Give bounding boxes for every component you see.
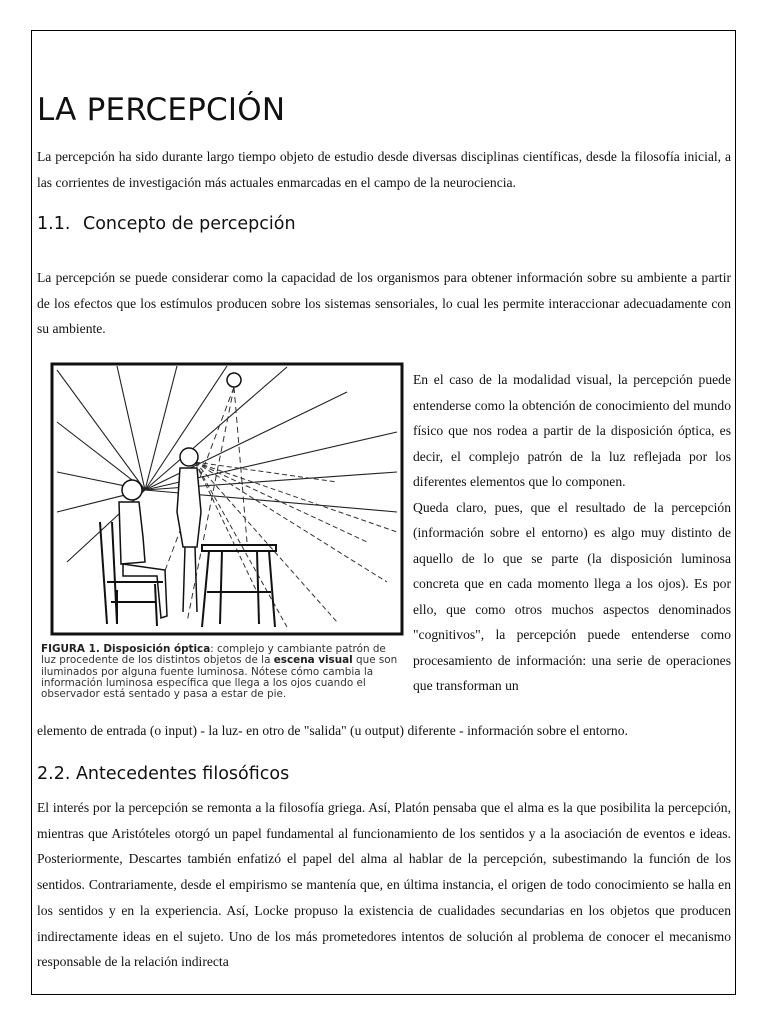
- section-heading-antecedentes: 2.2. Antecedentes filosóficos: [37, 764, 290, 784]
- concept-paragraph: La percepción se puede considerar como la capacidad de los organismos para obtener información sobre su ambiente a partir de los efectos que los estímulos producen sobre los sistemas sensoriales, lo cual les permite interaccionar adecuadamente con su ambiente.: [37, 270, 731, 336]
- seated-person: [119, 480, 167, 618]
- page-title: LA PERCEPCIÓN: [37, 92, 286, 128]
- visual-modality-text-1: En el caso de la modalidad visual, la percepción puede entenderse como la obtención de conocimiento del mundo físico que nos rodea a partir de la disposición óptica, es decir, el complejo patrón de la luz reflejada por los diferentes elementos que lo componen.: [413, 372, 731, 489]
- section-title: Concepto de percepción: [83, 214, 296, 234]
- light-rays-seated: [57, 366, 397, 562]
- section-number: 1.1.: [37, 214, 71, 234]
- caption-label: FIGURA 1. Disposición óptica: [41, 643, 211, 655]
- light-source: [227, 373, 241, 387]
- caption-emphasis: escena visual: [273, 654, 353, 667]
- intro-paragraph: La percepción ha sido durante largo tiempo objeto de estudio desde diversas disciplinas científicas, desde la filosofía inicial, a las corrientes de investigación más actuales enmarcadas en el campo de la neurociencia.: [37, 149, 731, 190]
- light-source-rays: [157, 387, 247, 622]
- standing-person: [177, 448, 201, 612]
- figure-caption: [41, 644, 403, 700]
- section-heading-concepto: [37, 214, 296, 234]
- caption-text-1: : complejo y cambiante patrón de luz procedente de los distintos objetos de la: [41, 643, 386, 667]
- visual-modality-paragraph: [413, 367, 731, 699]
- figure-optical-array: [37, 362, 407, 707]
- caption-text-2: que son iluminados por alguna fuente luminosa. Nótese cómo cambia la información luminosa específica que llega a los ojos cuando el observador está sentado y pasa a estar de pie.: [41, 654, 398, 701]
- philosophy-paragraph: El interés por la percepción se remonta a la filosofía griega. Así, Platón pensaba que el alma es la que posibilita la percepción, mientras que Aristóteles otorgó un papel fundamental al funcionamiento de los sentidos y a la asociación de eventos e ideas. Posteriormente, Descartes también enfatizó el papel del alma al hablar de la percepción, subestimando la función de los sentidos. Contrariamente, desde el empirismo se mantenía que, en última instancia, el origen de todo conocimiento se halla en los sentidos y en la experiencia. Así, Locke propuso la existencia de cualidades secundarias en los objetos que producen indirectamente ideas en el sujeto. Uno de los más prometedores intentos de solución al problema de conocer el mecanismo responsable de la relación indirecta: [37, 800, 731, 970]
- continuation-line: elemento de entrada (o input) - la luz- en otro de "salida" (u output) diferente - información sobre el entorno.: [37, 723, 628, 738]
- stool: [202, 545, 276, 627]
- visual-modality-text-2: Queda claro, pues, que el resultado de la percepción (información sobre el entorno) es algo muy distinto de aquello de lo que se parte (la disposición luminosa concreta que en cada momento llega a los ojos). Es por ello, que como otros muchos aspectos denominados "cognitivos", la percepción puede entenderse como procesamiento de información: una serie de operaciones que transforman un: [413, 499, 731, 693]
- optical-array-illustration: [37, 362, 407, 644]
